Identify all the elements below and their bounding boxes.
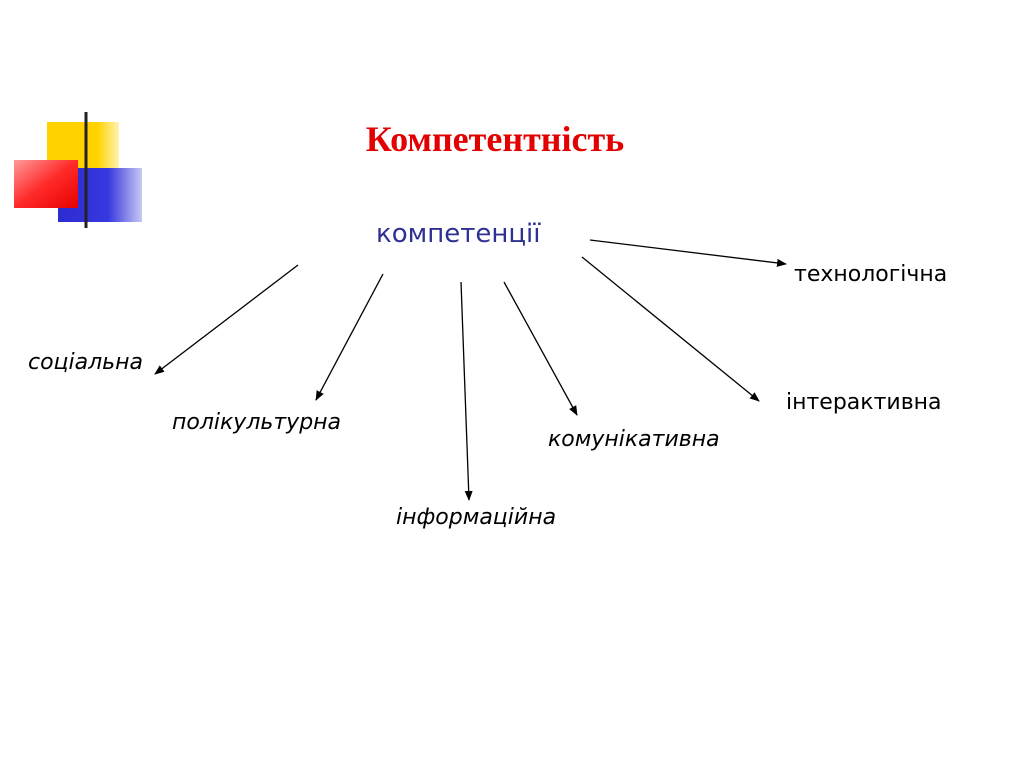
arrow-technological [590,240,786,264]
arrow-polycultural [316,274,383,400]
branch-social: соціальна [28,350,144,375]
branch-interactive: інтерактивна [786,390,942,415]
branch-polycultural: полікультурна [172,410,342,435]
branch-technological: технологічна [794,262,948,287]
arrow-informational [461,282,469,500]
center-node-label: компетенції [376,219,541,249]
arrow-communicative [504,282,577,415]
slide-title: Компетентність [365,119,625,159]
arrow-interactive [582,257,759,401]
branch-informational: інформаційна [396,505,557,530]
branch-communicative: комунікативна [548,427,720,452]
arrow-social [155,265,298,374]
